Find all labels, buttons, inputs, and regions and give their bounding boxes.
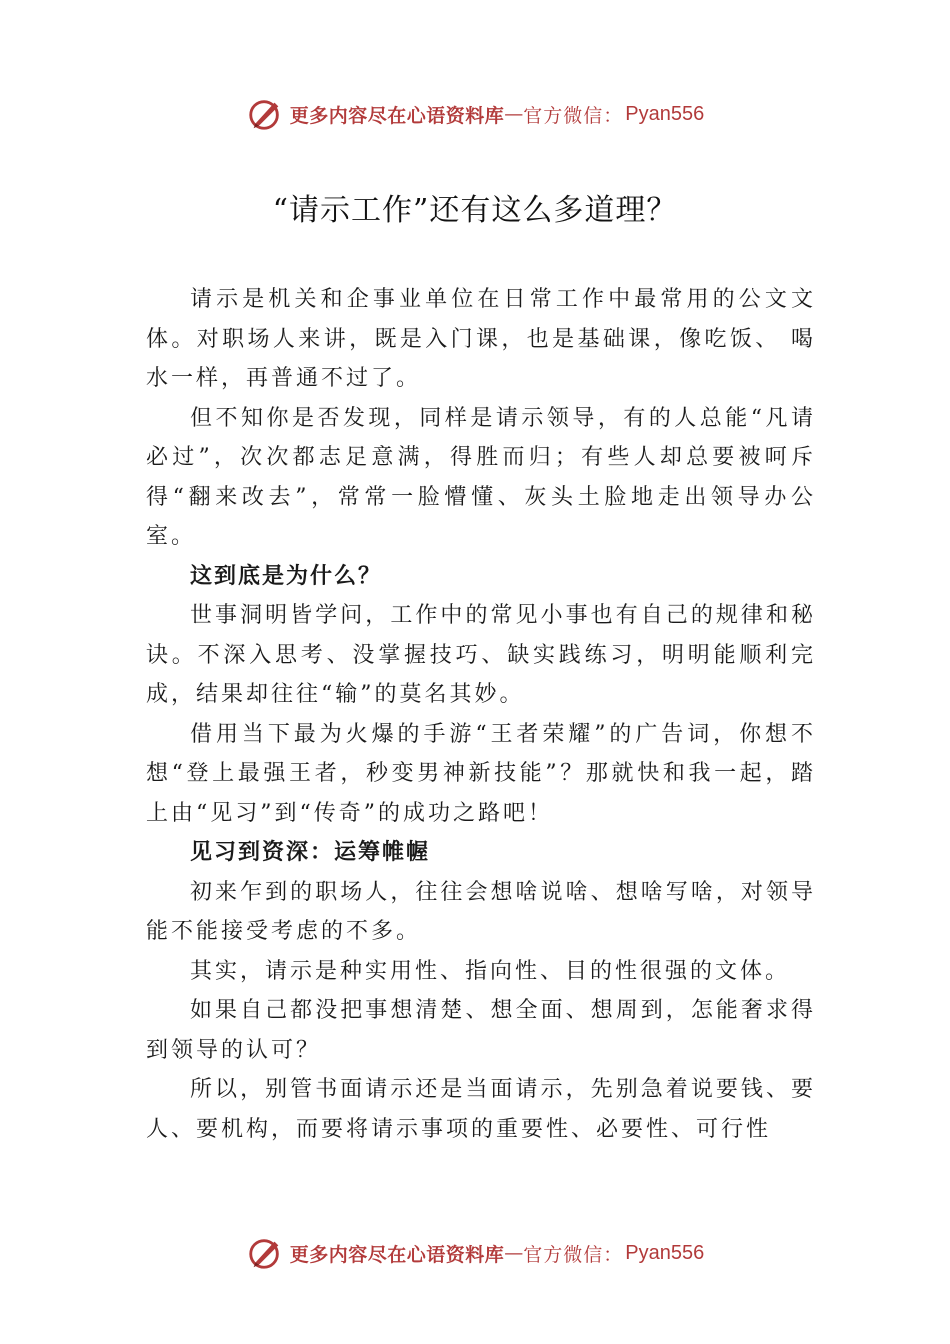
section-heading: 这到底是为什么？ xyxy=(190,562,383,589)
section-heading: 见习到资深：运筹帷幄 xyxy=(190,839,431,865)
header-dash: — xyxy=(504,103,524,125)
header-wechat-label: 官方微信： xyxy=(523,104,624,127)
header-brand: 更多内容尽在心语资料库 xyxy=(289,104,505,127)
footer-brand: 更多内容尽在心语资料库 xyxy=(289,1243,505,1266)
pen-logo-icon xyxy=(246,1234,284,1272)
page-title: “请示工作”还有这么多道理？ xyxy=(272,193,678,228)
paragraph: 所以，别管书面请示还是当面请示，先别急着说要钱、要人、要机构，而要将请示事项的重要性、必要性、可行性 xyxy=(146,1077,816,1142)
footer-banner xyxy=(0,1231,950,1275)
paragraph: 但不知你是否发现，同样是请示领导，有的人总能“凡请必过”，次次都志足意满，得胜而归；有些人却总要被呵斥得“翻来改去”，常常一脸懵懂、灰头土脸地走出领导办公室。 xyxy=(146,405,816,549)
paragraph: 如果自己都没把事想清楚、想全面、想周到，怎能奢求得到领导的认可？ xyxy=(146,998,816,1063)
paragraph: 世事洞明皆学问，工作中的常见小事也有自己的规律和秘诀。不深入思考、没掌握技巧、缺实践练习，明明能顺利完成，结果却往往“输”的莫名其妙。 xyxy=(146,603,816,707)
footer-wechat-id: Pyan556 xyxy=(625,1241,705,1264)
pen-logo-icon xyxy=(246,95,284,133)
header-banner xyxy=(0,92,950,136)
header-wechat-id: Pyan556 xyxy=(625,102,705,125)
paragraph: 借用当下最为火爆的手游“王者荣耀”的广告词，你想不想“登上最强王者，秒变男神新技能”？那就快和我一起，踏上由“见习”到“传奇”的成功之路吧！ xyxy=(146,721,816,826)
article-body xyxy=(146,280,816,1149)
paragraph: 其实，请示是种实用性、指向性、目的性很强的文体。 xyxy=(190,958,791,984)
paragraph: 初来乍到的职场人，往往会想啥说啥、想啥写啥，对领导能不能接受考虑的不多。 xyxy=(146,879,816,944)
footer-dash: — xyxy=(504,1242,524,1264)
footer-wechat-label: 官方微信： xyxy=(523,1243,624,1266)
paragraph: 请示是机关和企事业单位在日常工作中最常用的公文文体。对职场人来讲，既是入门课，也是基础课，像吃饭、 喝水一样，再普通不过了。 xyxy=(146,287,816,391)
